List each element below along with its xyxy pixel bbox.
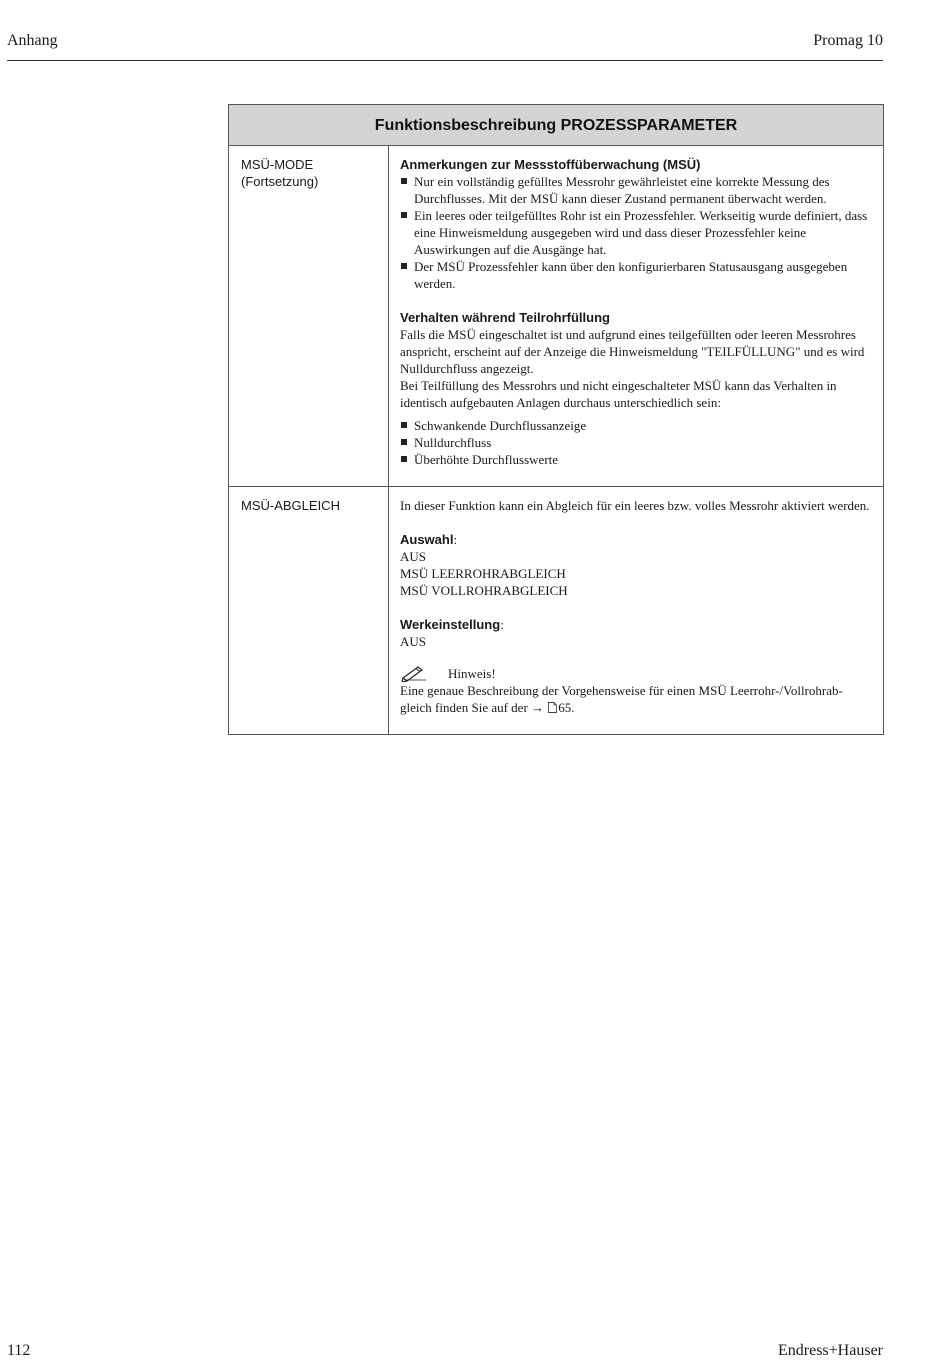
default-label: Werkeinstellung [400, 617, 501, 632]
header-rule [7, 60, 883, 61]
selection-label-colon: : [453, 532, 458, 547]
paragraph: Falls die MSÜ eingeschaltet ist und aufgrund eines teilgefüllten oder leeren Messrohres anspricht, erscheint auf der Anzeige die Hinweismeldung "TEILFÜLLUNG" und es wird Nulldurchfluss angezeigt. [400, 327, 865, 376]
section-title-remarks: Anmerkungen zur Messstoffüberwachung (MSÜ) [400, 157, 701, 172]
arrow-glyph: → [531, 700, 545, 715]
list-item: Der MSÜ Prozessfehler kann über den konfigurierbaren Statusausgang ausgegeben werden. [400, 258, 873, 292]
option-item: AUS [400, 549, 427, 564]
note-text: Eine genaue Beschreibung der Vorgehensweise für einen MSÜ Leerrohr-/Vollrohrab-gleich finden Sie auf der [400, 683, 843, 715]
list-item: Nur ein vollständig gefülltes Messrohr gewährleistet eine korrekte Messung des Durchflusses. Mit der MSÜ kann dieser Zustand permanent überwacht werden. [400, 173, 873, 207]
paragraph: Bei Teilfüllung des Messrohrs und nicht eingeschalteter MSÜ kann das Verhalten in identisch aufgebauten Anlagen durchaus unterschiedlich sein: [400, 378, 837, 410]
function-description-cell [389, 487, 884, 735]
table-row-msue-abgleich [229, 487, 884, 735]
note-heading [400, 664, 873, 682]
option-item: MSÜ VOLLROHRABGLEICH [400, 583, 568, 598]
running-header-section: Anhang [7, 32, 58, 49]
page-reference[interactable]: 65. [558, 700, 575, 715]
function-name-cell [229, 487, 389, 735]
list-item: Ein leeres oder teilgefülltes Rohr ist ein Prozessfehler. Werkseitig wurde definiert, dass eine Hinweismeldung ausgegeben wird und dass dieser Prozessfehler keine Auswirkungen auf die Ausgänge hat. [400, 207, 873, 258]
function-name-cell [229, 146, 389, 487]
behaviour-list [400, 417, 873, 468]
intro-text: In dieser Funktion kann ein Abgleich für ein leeres bzw. volles Messrohr aktiviert werden. [400, 498, 870, 513]
page-reference-icon [548, 702, 557, 713]
pencil-icon [400, 664, 428, 682]
option-item: MSÜ LEERROHRABGLEICH [400, 566, 566, 581]
selection-label: Auswahl [400, 532, 454, 547]
list-item: Schwankende Durchflussanzeige [400, 417, 873, 434]
page-number: 112 [7, 1342, 31, 1359]
function-name-continued: (Fortsetzung) [241, 174, 319, 189]
section-title-partial-fill: Verhalten während Teilrohrfüllung [400, 310, 610, 325]
function-name: MSÜ-ABGLEICH [241, 498, 340, 513]
list-item: Nulldurchfluss [400, 434, 873, 451]
footer-company: Endress+Hauser [778, 1342, 883, 1359]
default-value: AUS [400, 634, 427, 649]
remarks-list [400, 173, 873, 292]
list-item: Überhöhte Durchflusswerte [400, 451, 873, 468]
table-row-msue-mode [229, 146, 884, 487]
function-table [228, 104, 884, 735]
table-title: Funktionsbeschreibung PROZESSPARAMETER [229, 105, 884, 146]
default-label-colon: : [500, 617, 504, 632]
note-text-block [400, 682, 873, 716]
running-header-product: Promag 10 [813, 32, 883, 49]
function-description-cell [389, 146, 884, 487]
note-label: Hinweis! [448, 665, 496, 681]
function-name: MSÜ-MODE [241, 157, 314, 172]
table-header-row [229, 105, 884, 146]
